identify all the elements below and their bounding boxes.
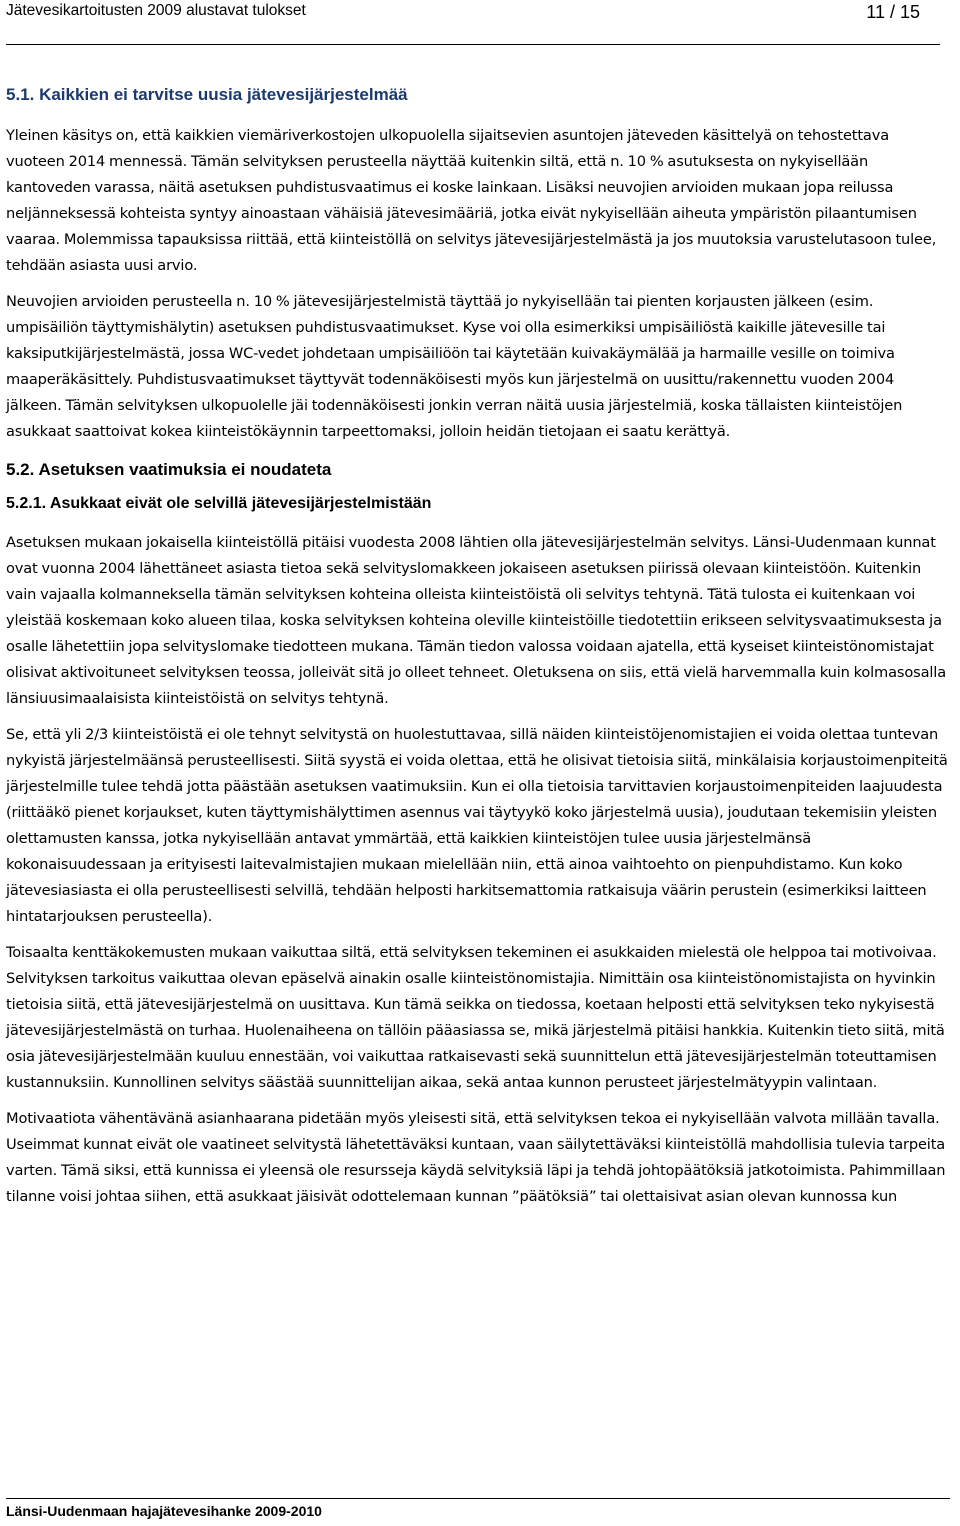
page-header — [6, 2, 940, 28]
header-divider — [6, 44, 940, 45]
paragraph: Neuvojien arvioiden perusteella n. 10 % jätevesijärjestelmistä täyttää jo nykyisellään tai pienten korjausten jälkeen (esim. umpisäiliön täyttymishälytin) asetuksen puhdistusvaatimukset. Kyse voi olla esimerkiksi umpisäiliöstä kaikille jätevesille tai kaksiputkijärjestelmästä, jossa WC-vedet johdetaan umpisäiliöön tai käytetään kuivakäymälää ja harmaille vesille on toimiva maaperäkäsittely. Puhdistusvaatimukset täyttyvät todennäköisesti myös kun järjestelmä on uusittu/rakennettu vuoden 2004 jälkeen. Tämän selvityksen ulkopuolelle jäi todennäköisesti jonkin verran näitä uusia järjestelmiä, koska tällaisten kiinteistöjen asukkaat saattoivat kokea kiinteistökäynnin tarpeettomaksi, jolloin heidän tietojaan ei saatu kerättyä. — [6, 293, 903, 440]
paragraph: Yleinen käsitys on, että kaikkien viemäriverkostojen ulkopuolella sijaitsevien asuntojen jäteveden käsittelyä on tehostettava vuoteen 2014 mennessä. Tämän selvityksen perusteella näyttää kuitenkin siltä, että n. 10 % asutuksesta on nykyisellään kantoveden varassa, näitä asetuksen puhdistusvaatimus ei koske lainkaan. Lisäksi neuvojien arvioiden mukaan jopa reilussa neljänneksessä kohteista syntyy ainoastaan vähäisiä jätevesimääriä, jotka eivät nykyisellään aiheuta ympäristön pilaantumisen vaaraa. Molemmissa tapauksissa riittää, että kiinteistöllä on selvitys jätevesijärjestelmästä ja jos muutoksia varustelutasoon tulee, tehdään asiasta uusi arvio. — [6, 127, 937, 274]
section-heading-5-1: 5.1. Kaikkien ei tarvitse uusia jätevesijärjestelmää — [6, 85, 408, 104]
page-number: 11 / 15 — [866, 2, 920, 22]
paragraph: Se, että yli 2/3 kiinteistöistä ei ole tehnyt selvitystä on huolestuttavaa, sillä näiden kiinteistöjenomistajien ei voida olettaa tuntevan nykyistä järjestelmäänsä perusteellisesti. Siitä syystä ei voida olettaa, että he olisivat tietoisia siitä, minkälaisia korjaustoimenpiteitä järjestelmille tulee tehdä jotta päästään asetuksen vaatimuksiin. Kun ei olla tietoisia tarvittavien korjaustoimenpiteiden laajuudesta (riittääkö pienet korjaukset, kuten täyttymishälyttimen asennus vai täytyykö koko järjestelmä uusia), joudutaan tekemisiin yleisten olettamusten kanssa, jotka nykyisellään antavat ymmärtää, että kaikkien kiinteistöjen tulee uusia järjestelmänsä kokonaisuudessaan ja erityisesti laitevalmistajien mukaan mielellään niin, että ainoa vaihtoehto on pienpuhdistamo. Kun koko jätevesiasiasta ei olla perusteellisesti selvillä, tehdään helposti harkitsemattomia ratkaisuja väärin perustein (esimerkiksi laitteen hintatarjouksen perusteella). — [6, 726, 948, 925]
page-content — [6, 84, 951, 1220]
document-page — [6, 0, 954, 1526]
section-heading-5-2-1: 5.2.1. Asukkaat eivät ole selvillä jätevesijärjestelmistään — [6, 495, 432, 512]
paragraph: Toisaalta kenttäkokemusten mukaan vaikuttaa siltä, että selvityksen tekeminen ei asukkaiden mielestä ole helppoa tai motivoivaa. Selvityksen tarkoitus vaikuttaa olevan epäselvä ainakin osalle kiinteistönomistajia. Nimittäin osa kiinteistönomistajista on hyvinkin tietoisia siitä, että jätevesijärjestelmä on uusittava. Kun tämä seikka on tiedossa, koetaan helposti että selvityksen teko nykyisestä jätevesijärjestelmästä on turhaa. Huolenaiheena on tällöin pääasiassa se, mikä järjestelmä pitäisi hankkia. Kuitenkin tieto siitä, mitä osia jätevesijärjestelmään kuuluu ennestään, voi vaikuttaa ratkaisevasti sekä suunnittelun että jätevesijärjestelmän toteuttamisen kustannuksiin. Kunnollinen selvitys säästää suunnittelijan aikaa, sekä antaa kunnon perusteet järjestelmätyypin valintaan. — [6, 944, 945, 1091]
section-heading-5-2: 5.2. Asetuksen vaatimuksia ei noudateta — [6, 460, 332, 479]
paragraph: Motivaatiota vähentävänä asianhaarana pidetään myös yleisesti sitä, että selvityksen tekoa ei nykyisellään valvota millään tavalla. Useimmat kunnat eivät ole vaatineet selvitystä lähetettäväksi kuntaan, vaan säilytettäväksi kiinteistöllä mahdollisia tulevia tarpeita varten. Tämä siksi, että kunnissa ei yleensä ole resursseja käydä selvityksiä läpi ja tehdä johtopäätöksiä jatkotoimista. Pahimmillaan tilanne voisi johtaa siihen, että asukkaat jäisivät odottelemaan kunnan ”päätöksiä” tai olettaisivat asian olevan kunnossa kun — [6, 1110, 946, 1205]
document-title: Jätevesikartoitusten 2009 alustavat tulokset — [6, 2, 306, 19]
footer-divider — [6, 1498, 950, 1499]
paragraph: Asetuksen mukaan jokaisella kiinteistöllä pitäisi vuodesta 2008 lähtien olla jätevesijärjestelmän selvitys. Länsi-Uudenmaan kunnat ovat vuonna 2004 lähettäneet asiasta tietoa sekä selvityslomakkeen jokaiseen asetuksen piirissä olevaan kiinteistöön. Kuitenkin vain vajaalla kolmanneksella tämän selvityksen kohteina olleista kiinteistöistä oli selvitys tehtynä. Tätä tulosta ei kuitenkaan voi yleistää koskemaan koko alueen tilaa, koska selvityksen kohteina oleville kiinteistöille tiedotettiin erikseen selvitysvaatimuksesta ja osalle lähetettiin jopa selvityslomake tiedotteen mukana. Tämän tiedon valossa voidaan ajatella, että kyseiset kiinteistönomistajat olisivat aktivoituneet selvityksen teossa, jolleivät sitä jo olleet tehneet. Oletuksena on siis, että vielä harvemmalla kuin kolmasosalla länsiuusimaalaisista kiinteistöistä on selvitys tehtynä. — [6, 534, 946, 707]
page-footer: Länsi-Uudenmaan hajajätevesihanke 2009-2010 — [6, 1503, 322, 1519]
